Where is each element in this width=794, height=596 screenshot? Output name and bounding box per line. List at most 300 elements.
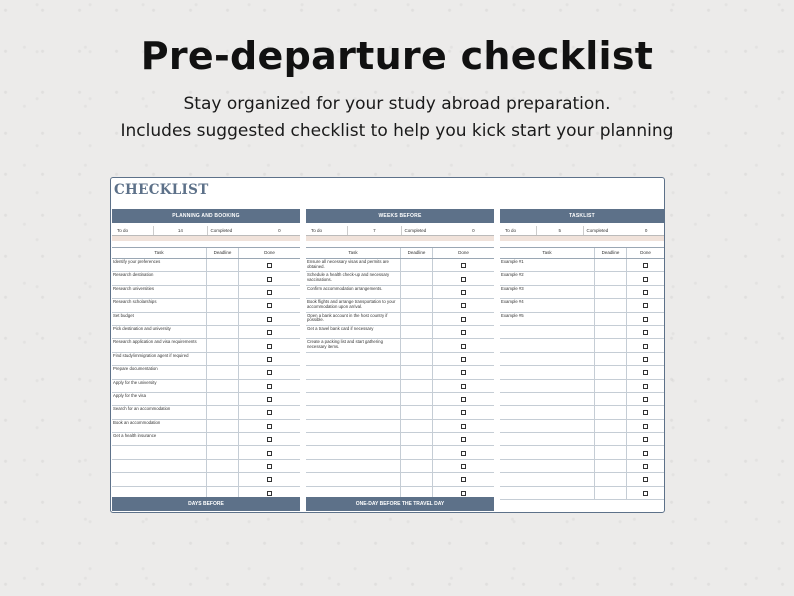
table-row — [500, 366, 664, 379]
task-cell[interactable] — [500, 446, 594, 458]
deadline-cell[interactable] — [206, 406, 238, 418]
empty-checkbox-icon[interactable] — [643, 437, 648, 442]
table-row — [112, 380, 300, 393]
deadline-cell[interactable] — [594, 380, 626, 392]
deadline-cell[interactable] — [400, 460, 432, 472]
empty-checkbox-icon[interactable] — [461, 451, 466, 456]
deadline-cell[interactable] — [594, 473, 626, 485]
deadline-cell[interactable] — [400, 393, 432, 405]
task-cell[interactable] — [112, 446, 206, 458]
progress-bar — [500, 236, 664, 241]
done-cell — [238, 420, 300, 432]
task-cell[interactable]: Confirm accommodation arrangements. — [307, 285, 383, 291]
deadline-cell[interactable] — [400, 420, 432, 432]
deadline-cell[interactable] — [206, 420, 238, 432]
empty-checkbox-icon[interactable] — [643, 464, 648, 469]
page-subtitle-line-1: Stay organized for your study abroad preparation. — [183, 94, 611, 114]
empty-checkbox-icon[interactable] — [643, 491, 648, 496]
empty-checkbox-icon[interactable] — [643, 344, 648, 349]
section-header: PLANNING AND BOOKING — [112, 209, 300, 223]
task-cell[interactable]: Book flights and arrange transportation to your accommodation upon arrival. — [307, 299, 396, 309]
table-row — [500, 299, 664, 312]
done-cell — [432, 299, 494, 311]
completed-label: Completed — [401, 226, 453, 235]
empty-checkbox-icon[interactable] — [267, 263, 272, 268]
deadline-cell[interactable] — [400, 286, 432, 298]
task-cell[interactable] — [500, 326, 594, 338]
table-row — [500, 339, 664, 352]
table-row — [306, 460, 494, 473]
table-row — [500, 446, 664, 459]
task-cell[interactable]: Open a bank account in the host country if possible. — [307, 312, 388, 323]
empty-checkbox-icon[interactable] — [461, 410, 466, 415]
task-cell[interactable] — [306, 366, 400, 378]
task-cell[interactable]: Apply for the university — [113, 379, 157, 385]
table-row — [306, 286, 494, 299]
section-header: TASKLIST — [500, 209, 664, 223]
task-cell[interactable] — [306, 420, 400, 432]
table-row — [112, 353, 300, 366]
empty-checkbox-icon[interactable] — [461, 464, 466, 469]
done-cell — [238, 473, 300, 485]
empty-checkbox-icon[interactable] — [461, 344, 466, 349]
deadline-cell[interactable] — [594, 446, 626, 458]
done-cell — [626, 446, 664, 458]
task-table — [500, 247, 664, 500]
task-cell[interactable]: Pick destination and university — [113, 325, 171, 331]
deadline-cell[interactable] — [594, 313, 626, 325]
completed-count: 0 — [278, 228, 281, 233]
deadline-cell[interactable] — [206, 380, 238, 392]
done-cell — [432, 406, 494, 418]
empty-checkbox-icon[interactable] — [643, 357, 648, 362]
deadline-cell[interactable] — [594, 259, 626, 271]
table-row — [500, 460, 664, 473]
deadline-cell[interactable] — [400, 259, 432, 271]
empty-checkbox-icon[interactable] — [461, 477, 466, 482]
task-cell[interactable] — [500, 473, 594, 485]
empty-checkbox-icon[interactable] — [643, 397, 648, 402]
task-cell[interactable]: Create a packing list and start gathering necessary items. — [307, 339, 383, 350]
empty-checkbox-icon[interactable] — [461, 397, 466, 402]
empty-checkbox-icon[interactable] — [267, 410, 272, 415]
task-cell[interactable] — [500, 487, 594, 499]
empty-checkbox-icon[interactable] — [461, 491, 466, 496]
done-cell — [238, 259, 300, 271]
done-cell — [432, 380, 494, 392]
empty-checkbox-icon[interactable] — [643, 263, 648, 268]
done-cell — [238, 393, 300, 405]
table-row — [306, 299, 494, 312]
done-cell — [238, 433, 300, 445]
table-row — [112, 420, 300, 433]
deadline-cell[interactable] — [594, 433, 626, 445]
task-cell[interactable] — [500, 380, 594, 392]
table-row — [112, 460, 300, 473]
table-row — [306, 473, 494, 486]
table-row — [306, 393, 494, 406]
task-cell[interactable]: Research universities — [113, 285, 155, 291]
done-cell — [432, 366, 494, 378]
deadline-cell[interactable] — [206, 473, 238, 485]
progress-bar — [306, 236, 494, 241]
deadline-cell[interactable] — [400, 380, 432, 392]
table-row — [500, 272, 664, 285]
column-header-task: Task — [348, 250, 358, 255]
empty-checkbox-icon[interactable] — [267, 357, 272, 362]
deadline-cell[interactable] — [400, 366, 432, 378]
empty-checkbox-icon[interactable] — [643, 317, 648, 322]
task-cell[interactable] — [306, 446, 400, 458]
deadline-cell[interactable] — [594, 487, 626, 499]
table-row — [500, 326, 664, 339]
deadline-cell[interactable] — [206, 353, 238, 365]
task-cell[interactable] — [500, 393, 594, 405]
table-row — [306, 272, 494, 285]
task-cell[interactable]: Book an accommodation — [113, 419, 161, 425]
deadline-cell[interactable] — [206, 313, 238, 325]
task-cell[interactable] — [500, 366, 594, 378]
task-cell[interactable] — [500, 353, 594, 365]
task-cell[interactable] — [500, 433, 594, 445]
empty-checkbox-icon[interactable] — [643, 451, 648, 456]
page-title: Pre-departure checklist — [140, 34, 654, 78]
column-header-done: Done — [432, 248, 494, 258]
task-cell[interactable] — [306, 393, 400, 405]
done-cell — [626, 272, 664, 284]
empty-checkbox-icon[interactable] — [267, 491, 272, 496]
task-cell[interactable] — [500, 406, 594, 418]
deadline-cell[interactable] — [400, 326, 432, 338]
done-cell — [432, 313, 494, 325]
deadline-cell[interactable] — [206, 339, 238, 351]
empty-checkbox-icon[interactable] — [461, 330, 466, 335]
empty-checkbox-icon[interactable] — [643, 477, 648, 482]
empty-checkbox-icon[interactable] — [267, 303, 272, 308]
empty-checkbox-icon[interactable] — [267, 451, 272, 456]
deadline-cell[interactable] — [206, 460, 238, 472]
done-cell — [238, 272, 300, 284]
done-cell — [626, 366, 664, 378]
done-cell — [432, 473, 494, 485]
table-row — [306, 353, 494, 366]
task-cell[interactable] — [306, 380, 400, 392]
empty-checkbox-icon[interactable] — [461, 357, 466, 362]
table-header — [306, 248, 494, 259]
table-row — [500, 313, 664, 326]
task-cell[interactable]: Research application and visa requirements — [113, 339, 197, 345]
table-row — [112, 259, 300, 272]
deadline-cell[interactable] — [206, 326, 238, 338]
deadline-cell[interactable] — [594, 326, 626, 338]
table-row — [306, 446, 494, 459]
done-cell — [238, 460, 300, 472]
task-cell[interactable] — [112, 460, 206, 472]
completed-count: 0 — [472, 228, 475, 233]
deadline-cell[interactable] — [594, 272, 626, 284]
task-cell[interactable] — [306, 473, 400, 485]
done-cell — [432, 460, 494, 472]
column-header-deadline: Deadline — [594, 248, 626, 258]
done-cell — [238, 380, 300, 392]
section-counts — [500, 226, 664, 236]
done-cell — [238, 313, 300, 325]
deadline-cell[interactable] — [400, 406, 432, 418]
empty-checkbox-icon[interactable] — [267, 437, 272, 442]
deadline-cell[interactable] — [206, 393, 238, 405]
todo-label: To do — [311, 228, 323, 233]
todo-count: 7 — [347, 226, 400, 235]
empty-checkbox-icon[interactable] — [267, 317, 272, 322]
completed-label: Completed — [207, 226, 259, 235]
done-cell — [626, 473, 664, 485]
page-subtitle-line-2: Includes suggested checklist to help you kick start your planning — [120, 121, 674, 141]
table-row — [306, 406, 494, 419]
table-row — [112, 339, 300, 352]
empty-checkbox-icon[interactable] — [643, 303, 648, 308]
table-row — [112, 446, 300, 459]
empty-checkbox-icon[interactable] — [267, 277, 272, 282]
deadline-cell[interactable] — [400, 473, 432, 485]
done-cell — [238, 286, 300, 298]
empty-checkbox-icon[interactable] — [461, 277, 466, 282]
deadline-cell[interactable] — [400, 339, 432, 351]
task-cell[interactable]: Search for an accommodation — [113, 406, 171, 412]
done-cell — [238, 299, 300, 311]
task-cell[interactable]: Get a health insurance — [113, 433, 157, 439]
table-row — [112, 393, 300, 406]
deadline-cell[interactable] — [206, 433, 238, 445]
done-cell — [626, 286, 664, 298]
task-cell[interactable]: Example #5 — [501, 312, 524, 318]
table-row — [500, 487, 664, 500]
completed-count: 0 — [644, 228, 648, 233]
table-row — [112, 406, 300, 419]
deadline-cell[interactable] — [594, 406, 626, 418]
empty-checkbox-icon[interactable] — [461, 290, 466, 295]
table-row — [306, 326, 494, 339]
task-cell[interactable]: Set budget — [113, 312, 134, 318]
progress-bar — [112, 236, 300, 241]
empty-checkbox-icon[interactable] — [643, 277, 648, 282]
empty-checkbox-icon[interactable] — [267, 384, 272, 389]
table-row — [500, 353, 664, 366]
done-cell — [432, 326, 494, 338]
task-cell[interactable] — [500, 460, 594, 472]
done-cell — [626, 406, 664, 418]
table-row — [112, 286, 300, 299]
task-cell[interactable]: Apply for the visa — [113, 392, 146, 398]
empty-checkbox-icon[interactable] — [267, 397, 272, 402]
column-header-done: Done — [626, 248, 664, 258]
empty-checkbox-icon[interactable] — [267, 370, 272, 375]
empty-checkbox-icon[interactable] — [461, 437, 466, 442]
table-row — [306, 259, 494, 272]
empty-checkbox-icon[interactable] — [461, 263, 466, 268]
deadline-cell[interactable] — [206, 366, 238, 378]
task-cell[interactable]: Example #1 — [501, 259, 524, 264]
done-cell — [432, 446, 494, 458]
todo-label: To do — [117, 228, 129, 233]
empty-checkbox-icon[interactable] — [267, 330, 272, 335]
table-row — [306, 380, 494, 393]
done-cell — [432, 353, 494, 365]
task-cell[interactable]: Example #2 — [501, 272, 524, 278]
done-cell — [238, 339, 300, 351]
task-cell[interactable] — [500, 420, 594, 432]
done-cell — [626, 313, 664, 325]
table-row — [306, 420, 494, 433]
section-counts — [112, 226, 300, 236]
task-table — [112, 247, 300, 500]
completed-label: Completed — [583, 226, 629, 235]
empty-checkbox-icon[interactable] — [643, 424, 648, 429]
done-cell — [432, 420, 494, 432]
deadline-cell[interactable] — [400, 433, 432, 445]
table-row — [500, 393, 664, 406]
deadline-cell[interactable] — [594, 286, 626, 298]
empty-checkbox-icon[interactable] — [461, 370, 466, 375]
deadline-cell[interactable] — [206, 299, 238, 311]
task-cell[interactable]: Find study/immigration agent if required — [113, 352, 189, 358]
empty-checkbox-icon[interactable] — [643, 290, 648, 295]
todo-count: 14 — [153, 226, 206, 235]
empty-checkbox-icon[interactable] — [267, 477, 272, 482]
done-cell — [626, 393, 664, 405]
done-cell — [626, 487, 664, 499]
table-row — [500, 420, 664, 433]
table-row — [500, 259, 664, 272]
task-cell[interactable] — [500, 339, 594, 351]
section-1 — [306, 209, 494, 500]
deadline-cell[interactable] — [594, 366, 626, 378]
deadline-cell[interactable] — [594, 339, 626, 351]
checklist-sheet — [110, 177, 665, 513]
done-cell — [238, 406, 300, 418]
section-header: WEEKS BEFORE — [306, 209, 494, 223]
done-cell — [626, 259, 664, 271]
empty-checkbox-icon[interactable] — [267, 424, 272, 429]
empty-checkbox-icon[interactable] — [461, 424, 466, 429]
done-cell — [238, 326, 300, 338]
deadline-cell[interactable] — [594, 353, 626, 365]
column-header-deadline: Deadline — [206, 248, 238, 258]
done-cell — [432, 433, 494, 445]
table-row — [500, 380, 664, 393]
empty-checkbox-icon[interactable] — [643, 370, 648, 375]
done-cell — [626, 460, 664, 472]
done-cell — [626, 420, 664, 432]
done-cell — [432, 286, 494, 298]
column-header-task: Task — [542, 250, 552, 255]
empty-checkbox-icon[interactable] — [461, 303, 466, 308]
table-row — [112, 473, 300, 486]
table-row — [500, 286, 664, 299]
section-counts — [306, 226, 494, 236]
task-cell[interactable] — [306, 433, 400, 445]
empty-checkbox-icon[interactable] — [643, 384, 648, 389]
deadline-cell[interactable] — [400, 272, 432, 284]
column-header-task: Task — [154, 250, 164, 255]
task-cell[interactable]: Ensure all necessary visas and permits are obtained. — [307, 259, 389, 269]
deadline-cell[interactable] — [400, 299, 432, 311]
task-cell[interactable] — [306, 460, 400, 472]
deadline-cell[interactable] — [400, 446, 432, 458]
task-cell[interactable]: Get a travel bank card if necessary — [307, 325, 374, 331]
column-header-done: Done — [238, 248, 300, 258]
deadline-cell[interactable] — [206, 272, 238, 284]
todo-label: To do — [505, 228, 517, 233]
task-table — [306, 247, 494, 500]
task-cell[interactable] — [306, 406, 400, 418]
task-cell[interactable]: Example #4 — [501, 299, 524, 305]
done-cell — [626, 339, 664, 351]
task-cell[interactable]: Research destination — [113, 272, 154, 278]
empty-checkbox-icon[interactable] — [643, 410, 648, 415]
empty-checkbox-icon[interactable] — [643, 330, 648, 335]
empty-checkbox-icon[interactable] — [461, 317, 466, 322]
task-cell[interactable]: Research scholarships — [113, 299, 157, 305]
deadline-cell[interactable] — [594, 393, 626, 405]
deadline-cell[interactable] — [206, 446, 238, 458]
empty-checkbox-icon[interactable] — [461, 384, 466, 389]
table-row — [112, 326, 300, 339]
table-row — [306, 313, 494, 326]
table-row — [112, 272, 300, 285]
done-cell — [626, 380, 664, 392]
deadline-cell[interactable] — [594, 460, 626, 472]
task-cell[interactable] — [112, 473, 206, 485]
section-header-one-day-before: ONE-DAY BEFORE THE TRAVEL DAY — [306, 497, 494, 511]
section-2 — [500, 209, 664, 500]
done-cell — [238, 366, 300, 378]
empty-checkbox-icon[interactable] — [267, 344, 272, 349]
empty-checkbox-icon[interactable] — [267, 464, 272, 469]
deadline-cell[interactable] — [206, 259, 238, 271]
section-header-days-before: DAYS BEFORE — [112, 497, 300, 511]
deadline-cell[interactable] — [594, 420, 626, 432]
done-cell — [626, 326, 664, 338]
task-cell[interactable]: Identify your preferences — [113, 259, 161, 264]
done-cell — [238, 353, 300, 365]
section-0 — [112, 209, 300, 500]
table-row — [112, 313, 300, 326]
deadline-cell[interactable] — [400, 353, 432, 365]
table-row — [500, 406, 664, 419]
todo-count: 5 — [536, 226, 583, 235]
done-cell — [626, 299, 664, 311]
task-cell[interactable]: Example #3 — [501, 285, 524, 291]
done-cell — [238, 446, 300, 458]
deadline-cell[interactable] — [400, 313, 432, 325]
deadline-cell[interactable] — [206, 286, 238, 298]
table-header — [112, 248, 300, 259]
table-row — [112, 299, 300, 312]
deadline-cell[interactable] — [594, 299, 626, 311]
task-cell[interactable] — [306, 353, 400, 365]
column-header-deadline: Deadline — [400, 248, 432, 258]
table-row — [500, 473, 664, 486]
table-row — [112, 433, 300, 446]
done-cell — [626, 353, 664, 365]
empty-checkbox-icon[interactable] — [267, 290, 272, 295]
done-cell — [432, 259, 494, 271]
task-cell[interactable]: Prepare documentation — [113, 366, 158, 372]
table-header — [500, 248, 664, 259]
table-row — [306, 366, 494, 379]
done-cell — [432, 272, 494, 284]
task-cell[interactable]: Schedule a health check-up and necessary vaccinations. — [307, 272, 390, 283]
